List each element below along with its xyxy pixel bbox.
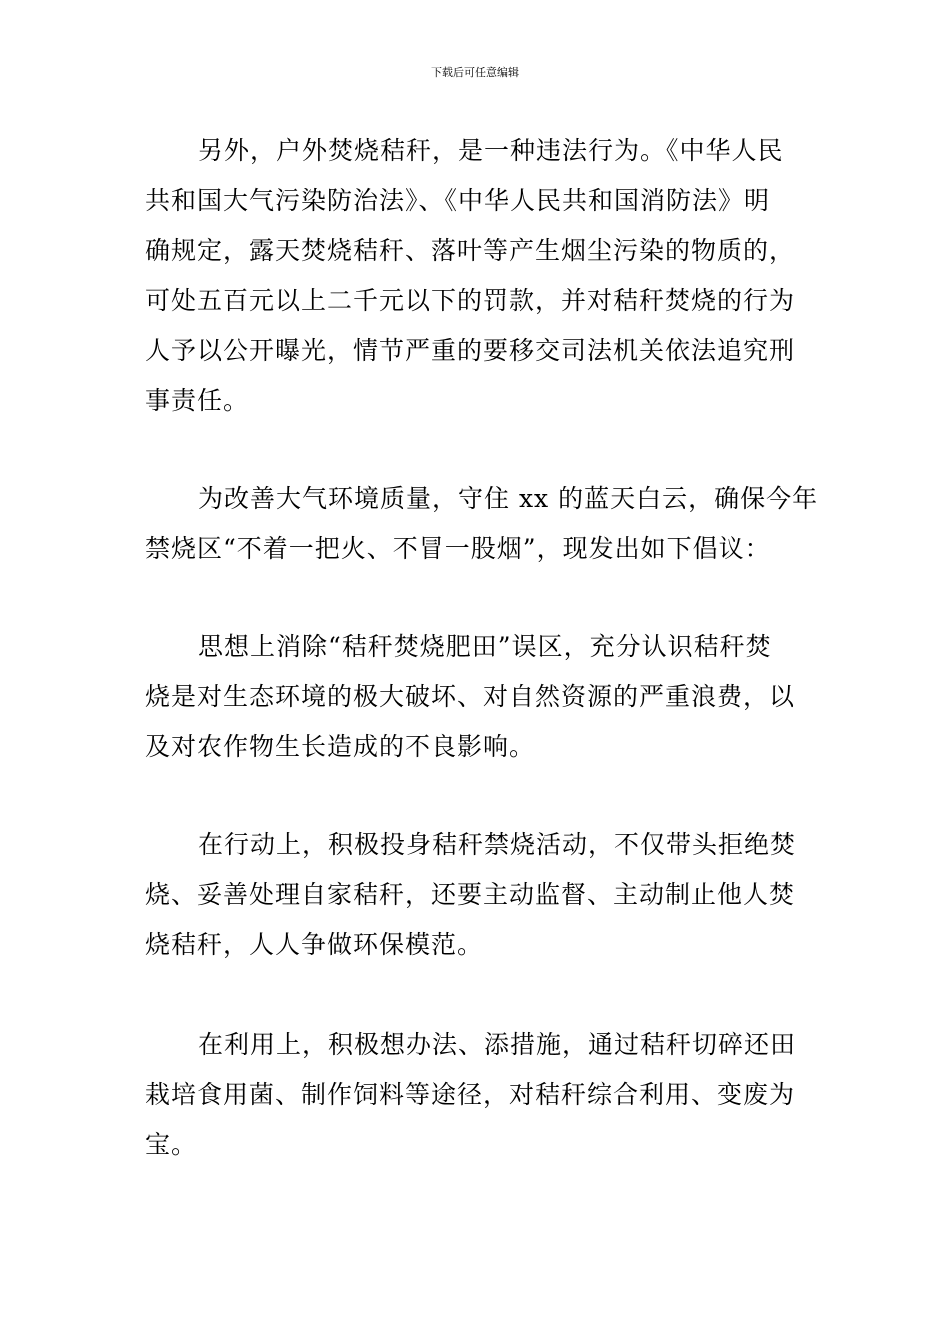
paragraph-line: 烧、妥善处理自家秸秆，还要主动监督、主动制止他人焚 bbox=[145, 880, 796, 909]
paragraph-action bbox=[145, 820, 810, 970]
paragraph-proposal-intro bbox=[145, 474, 819, 574]
paragraph-line: 可处五百元以上二千元以下的罚款，并对秸秆焚烧的行为 bbox=[145, 286, 796, 315]
paragraph-line: 在行动上，积极投身秸秆禁烧活动，不仅带头拒绝焚 bbox=[198, 830, 797, 859]
paragraph-line: 另外，户外焚烧秸秆，是一种违法行为。《中华人民 bbox=[198, 136, 784, 165]
paragraph-line: 人予以公开曝光，情节严重的要移交司法机关依法追究刑 bbox=[145, 336, 796, 365]
paragraph-line: 烧是对生态环境的极大破坏、对自然资源的严重浪费，以 bbox=[145, 682, 796, 711]
paragraph-line: 共和国大气污染防治法》、《中华人民共和国消防法》明 bbox=[145, 186, 771, 215]
paragraph-line: 为改善大气环境质量，守住 xx 的蓝天白云，确保今年 bbox=[198, 484, 819, 513]
paragraph-line: 宝。 bbox=[145, 1130, 198, 1159]
page-header: 下载后可任意编辑 bbox=[431, 66, 519, 79]
paragraph-line: 烧秸秆，人人争做环保模范。 bbox=[145, 930, 484, 959]
paragraph-line: 栽培食用菌、制作饲料等途径，对秸秆综合利用、变废为 bbox=[145, 1080, 796, 1109]
paragraph-line: 及对农作物生长造成的不良影响。 bbox=[145, 732, 536, 761]
paragraph-illegal-burning bbox=[145, 126, 810, 426]
paragraph-line: 禁烧区“不着一把火、不冒一股烟”，现发出如下倡议： bbox=[145, 534, 771, 563]
paragraph-line: 在利用上，积极想办法、添措施，通过秸秆切碎还田 bbox=[198, 1030, 797, 1059]
paragraph-line: 确规定，露天焚烧秸秆、落叶等产生烟尘污染的物质的， bbox=[145, 236, 796, 265]
paragraph-thinking bbox=[145, 622, 810, 772]
paragraph-line: 思想上消除“秸秆焚烧肥田”误区，充分认识秸秆焚 bbox=[198, 632, 772, 661]
paragraph-utilization bbox=[145, 1020, 810, 1170]
paragraph-line: 事责任。 bbox=[145, 386, 250, 415]
